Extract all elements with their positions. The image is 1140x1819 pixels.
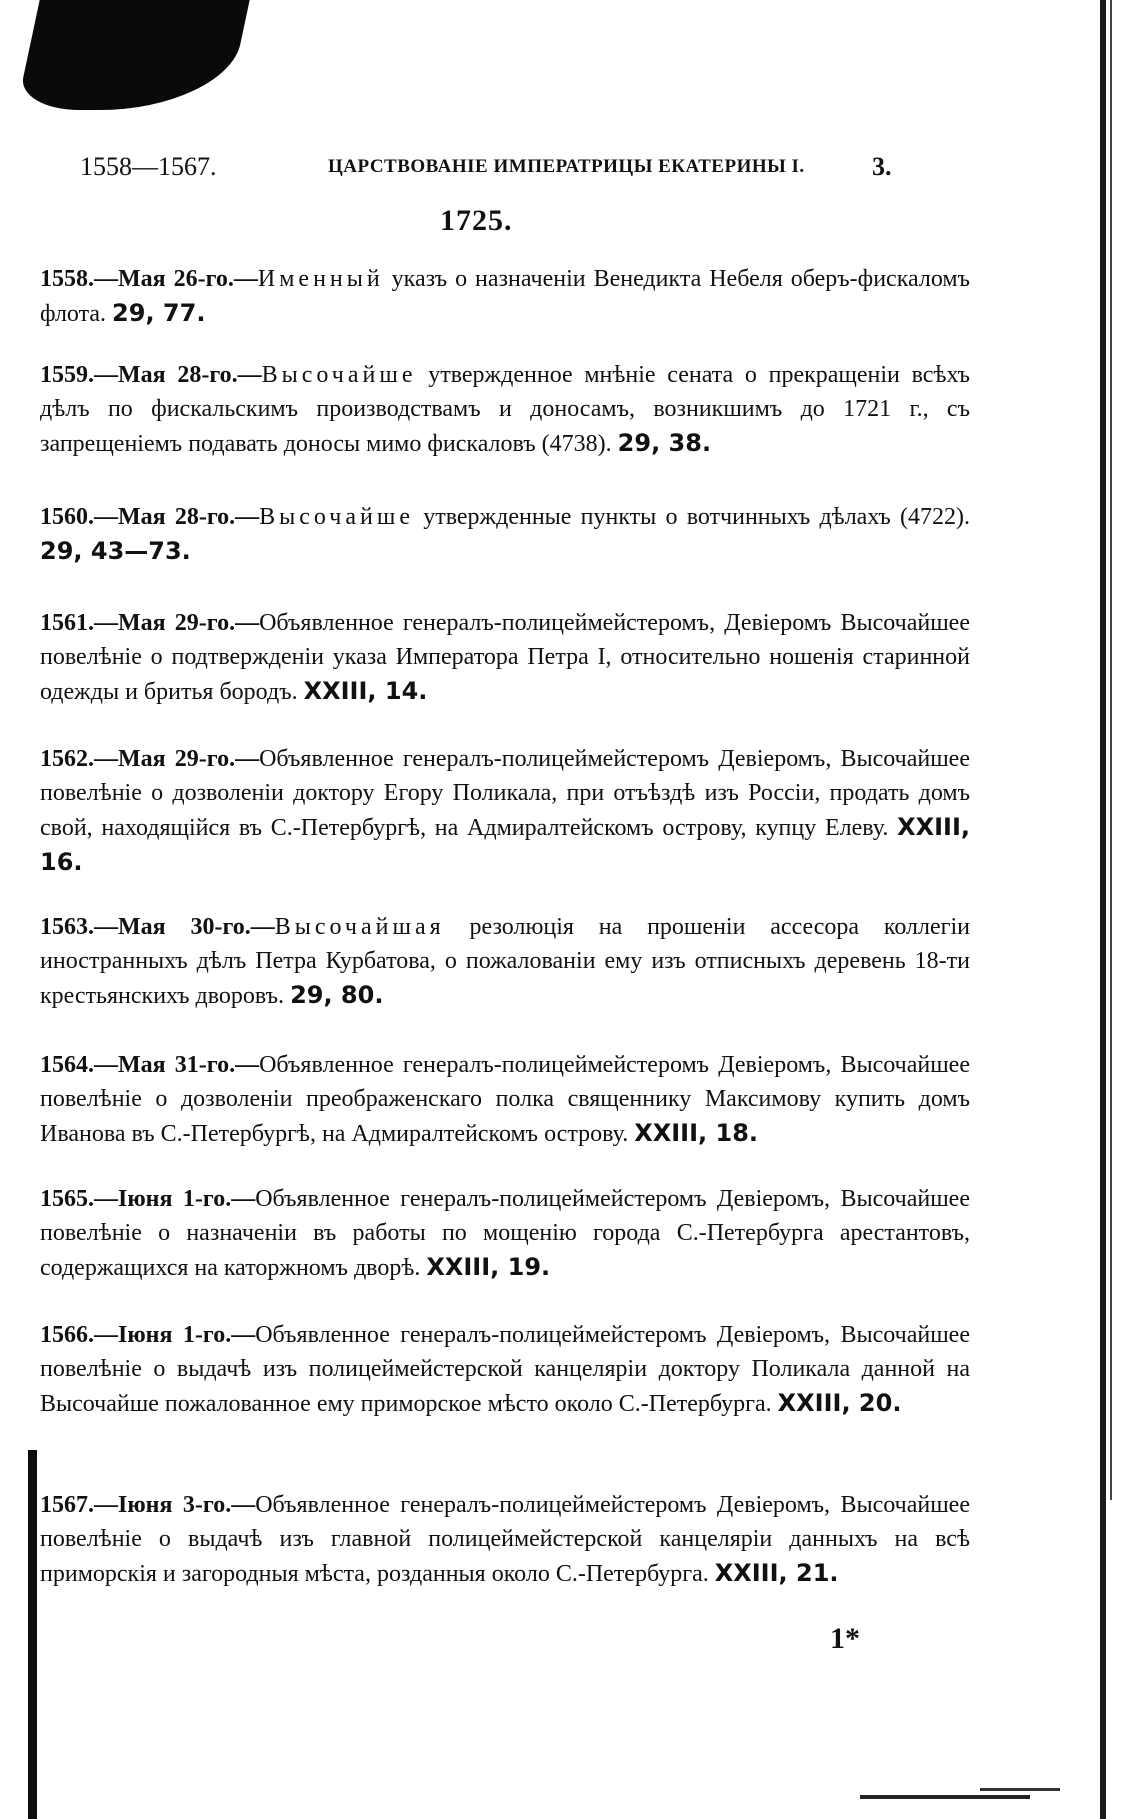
entry-1565 <box>40 1182 970 1285</box>
entry-date: —Мая 28-го.— <box>94 362 262 388</box>
entry-text: указъ о назначеніи Венедикта Небеля оберъ-фискаломъ флота. <box>40 266 970 327</box>
entry-number: 1559. <box>40 362 94 388</box>
bottom-mark-2 <box>980 1788 1060 1791</box>
binding-shadow <box>28 1450 37 1819</box>
entry-reference: 29, 38. <box>617 429 712 457</box>
entry-date: —Мая 31-го.— <box>94 1052 260 1078</box>
entry-1563 <box>40 910 970 1013</box>
entry-reference: XXIII, 18. <box>634 1119 759 1147</box>
entry-date: —Мая 28-го.— <box>94 504 260 530</box>
entry-text: утвержденные пункты о вотчинныхъ дѣлахъ (4722). <box>414 504 970 530</box>
entry-date: —Іюня 1-го.— <box>94 1186 256 1212</box>
entry-spaced: Именный <box>257 266 384 292</box>
entry-1560 <box>40 500 970 569</box>
entry-reference: XXIII, 14. <box>303 677 428 705</box>
entry-number: 1566. <box>40 1322 94 1348</box>
entry-spaced: Высочайшая <box>274 914 445 940</box>
entry-text: Объявленное генералъ-полицеймейстеромъ Девіеромъ, Высочайшее повелѣніе о дозволеніи доктору Егору Поликала, при отъѣздѣ изъ Россіи, продать домъ свой, находящійся въ С.-Петербургѣ, на Адмиралтейскомъ острову, купцу Елеву. <box>40 746 970 841</box>
entry-number: 1567. <box>40 1492 94 1518</box>
entry-text: Объявленное генералъ-полицеймейстеромъ Девіеромъ, Высочайшее повелѣніе о назначеніи въ работы по мощенію города С.-Петербурга арестантовъ, содержащихся на каторжномъ дворѣ. <box>40 1186 970 1281</box>
entry-reference: XXIII, 16. <box>40 813 970 876</box>
entry-date: —Іюня 1-го.— <box>94 1322 256 1348</box>
running-header <box>80 152 910 192</box>
entry-1558 <box>40 262 970 331</box>
entry-date: —Мая 29-го.— <box>94 746 260 772</box>
page-edge <box>1100 0 1106 1819</box>
entry-text: Объявленное генералъ-полицеймейстеромъ Девіеромъ, Высочайшее повелѣніе о дозволеніи преображенскаго полка священнику Максимову купить домъ Иванова въ С.-Петербургѣ, на Адмиралтейскомъ острову. <box>40 1052 970 1147</box>
entry-date: —Мая 29-го.— <box>94 610 260 636</box>
entry-reference: 29, 80. <box>290 981 384 1009</box>
entry-number: 1564. <box>40 1052 94 1078</box>
entry-1567 <box>40 1488 970 1591</box>
bottom-mark <box>860 1795 1030 1799</box>
entry-1559 <box>40 358 970 461</box>
entry-text: Объявленное генералъ-полицеймейстеромъ Девіеромъ, Высочайшее повелѣніе о выдачѣ изъ главной полицеймейстерской канцеляріи данныхъ на всѣ приморскія и загородныя мѣста, розданныя около С.-Петербурга. <box>40 1492 970 1587</box>
page-number: 3. <box>872 152 892 181</box>
entry-1562 <box>40 742 970 880</box>
entry-number: 1561. <box>40 610 94 636</box>
entry-spaced: Высочайше <box>259 504 415 530</box>
scan-blot <box>16 0 249 110</box>
entry-reference: XXIII, 20. <box>777 1389 902 1417</box>
entry-date: —Іюня 3-го.— <box>94 1492 256 1518</box>
page-edge-inner <box>1110 0 1112 1500</box>
entry-1564 <box>40 1048 970 1151</box>
entry-text: Объявленное генералъ-полицеймейстеромъ Девіеромъ, Высочайшее повелѣніе о выдачѣ изъ полицеймейстерской канцеляріи доктору Поликала данной на Высочайше пожалованное ему приморское мѣсто около С.-Петербурга. <box>40 1322 970 1417</box>
entry-number: 1560. <box>40 504 94 530</box>
entry-1566 <box>40 1318 970 1421</box>
entry-reference: XXIII, 21. <box>714 1559 839 1587</box>
entry-number: 1563. <box>40 914 94 940</box>
reign-title: ЦАРСТВОВАНІЕ ИМПЕРАТРИЦЫ ЕКАТЕРИНЫ I. <box>328 156 805 177</box>
entry-text: резолюція на прошеніи ассесора коллегіи иностранныхъ дѣлъ Петра Курбатова, о пожалованіи ему изъ отписныхъ деревень 18-ти крестьянскихъ дворовъ. <box>40 914 970 1009</box>
entry-number: 1558. <box>40 266 94 292</box>
entry-spaced: Высочайше <box>261 362 417 388</box>
entry-number: 1565. <box>40 1186 94 1212</box>
entry-reference: XXIII, 19. <box>426 1253 551 1281</box>
entry-date: —Мая 26-го.— <box>94 266 258 292</box>
entry-1561 <box>40 606 970 709</box>
entry-reference: 29, 43—73. <box>40 537 191 565</box>
entry-text: Объявленное генералъ-полицеймейстеромъ, Девіеромъ Высочайшее повелѣніе о подтвержденіи указа Императора Петра I, относительно ношенія старинной одежды и бритья бородъ. <box>40 610 970 705</box>
entry-text: утвержденное мнѣніе сената о прекращеніи всѣхъ дѣлъ по фискальскимъ производствамъ и доносамъ, возникшимъ до 1721 г., съ запрещеніемъ подавать доносы мимо фискаловъ (4738). <box>40 362 970 457</box>
entry-range: 1558—1567. <box>80 152 217 181</box>
entry-date: —Мая 30-го.— <box>94 914 275 940</box>
entry-number: 1562. <box>40 746 94 772</box>
signature-mark: 1* <box>830 1622 860 1655</box>
year-heading: 1725. <box>440 204 513 237</box>
entry-reference: 29, 77. <box>112 299 206 327</box>
